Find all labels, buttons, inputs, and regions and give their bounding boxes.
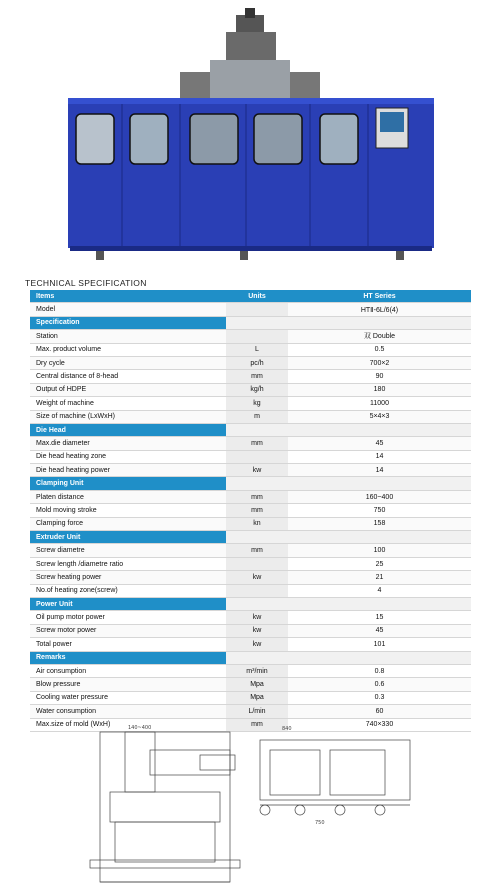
section-header bbox=[30, 423, 471, 436]
item-cell: Screw length /diametre ratio bbox=[30, 557, 226, 570]
table-row bbox=[30, 464, 471, 477]
item-cell: Station bbox=[30, 330, 226, 343]
table-row bbox=[30, 638, 471, 651]
item-cell: Mold moving stroke bbox=[30, 504, 226, 517]
item-cell: Screw motor power bbox=[30, 624, 226, 637]
item-cell: Weight of machine bbox=[30, 397, 226, 410]
value-cell: 11000 bbox=[288, 397, 471, 410]
item-cell: Die head heating zone bbox=[30, 450, 226, 463]
section-label: Clamping Unit bbox=[30, 477, 226, 490]
item-cell: Max. product volume bbox=[30, 343, 226, 356]
unit-cell: mm bbox=[226, 544, 288, 557]
unit-cell: kw bbox=[226, 464, 288, 477]
value-cell: 700×2 bbox=[288, 356, 471, 369]
item-cell: Max.size of mold (WxH) bbox=[30, 718, 226, 731]
value-cell: 4 bbox=[288, 584, 471, 597]
item-cell: Output of HDPE bbox=[30, 383, 226, 396]
value-cell: 160~400 bbox=[288, 490, 471, 503]
spec-title: TECHNICAL SPECIFICATION bbox=[25, 278, 147, 288]
unit-cell: mm bbox=[226, 490, 288, 503]
table-row bbox=[30, 624, 471, 637]
table-row bbox=[30, 678, 471, 691]
dim-label-3: 750 bbox=[315, 820, 325, 826]
table-row bbox=[30, 397, 471, 410]
table-row bbox=[30, 303, 471, 316]
value-cell: 90 bbox=[288, 370, 471, 383]
unit-cell: kg/h bbox=[226, 383, 288, 396]
value-cell: 21 bbox=[288, 571, 471, 584]
table-row bbox=[30, 664, 471, 677]
table-row bbox=[30, 705, 471, 718]
value-cell: HTⅡ-6L/6(4) bbox=[288, 303, 471, 316]
table-row bbox=[30, 584, 471, 597]
item-cell: Dry cycle bbox=[30, 356, 226, 369]
unit-cell: m bbox=[226, 410, 288, 423]
table-row bbox=[30, 557, 471, 570]
value-cell: 101 bbox=[288, 638, 471, 651]
value-cell: 14 bbox=[288, 464, 471, 477]
value-cell: 45 bbox=[288, 437, 471, 450]
item-cell: No.of heating zone(screw) bbox=[30, 584, 226, 597]
unit-cell bbox=[226, 450, 288, 463]
value-cell: 740×330 bbox=[288, 718, 471, 731]
item-cell: Max.die diameter bbox=[30, 437, 226, 450]
item-cell: Central distance of 8-head bbox=[30, 370, 226, 383]
table-row bbox=[30, 450, 471, 463]
table-row bbox=[30, 410, 471, 423]
item-cell: Die head heating power bbox=[30, 464, 226, 477]
section-header bbox=[30, 651, 471, 664]
section-label: Extruder Unit bbox=[30, 531, 226, 544]
unit-cell bbox=[226, 557, 288, 570]
table-row bbox=[30, 544, 471, 557]
table-row bbox=[30, 504, 471, 517]
unit-cell: kw bbox=[226, 571, 288, 584]
item-cell: Screw heating power bbox=[30, 571, 226, 584]
unit-cell: mm bbox=[226, 370, 288, 383]
item-cell: Platen distance bbox=[30, 490, 226, 503]
unit-cell bbox=[226, 330, 288, 343]
table-row bbox=[30, 370, 471, 383]
value-cell: 45 bbox=[288, 624, 471, 637]
value-cell: 60 bbox=[288, 705, 471, 718]
value-cell: 750 bbox=[288, 504, 471, 517]
header-items: Items bbox=[30, 290, 226, 303]
item-cell: Clamping force bbox=[30, 517, 226, 530]
value-cell: 双 Double bbox=[288, 330, 471, 343]
item-cell: Water consumption bbox=[30, 705, 226, 718]
item-cell: Blow pressure bbox=[30, 678, 226, 691]
unit-cell: pc/h bbox=[226, 356, 288, 369]
dim-label-2: 840 bbox=[282, 726, 292, 732]
value-cell: 5×4×3 bbox=[288, 410, 471, 423]
item-cell: Size of machine (LxWxH) bbox=[30, 410, 226, 423]
unit-cell: kg bbox=[226, 397, 288, 410]
value-cell: 0.5 bbox=[288, 343, 471, 356]
unit-cell: mm bbox=[226, 718, 288, 731]
header-series: HT Series bbox=[288, 290, 471, 303]
table-header bbox=[30, 290, 471, 303]
item-cell: Oil pump motor power bbox=[30, 611, 226, 624]
table-row bbox=[30, 383, 471, 396]
unit-cell: Mpa bbox=[226, 678, 288, 691]
value-cell: 0.3 bbox=[288, 691, 471, 704]
value-cell: 100 bbox=[288, 544, 471, 557]
item-cell: Model bbox=[30, 303, 226, 316]
unit-cell: mm bbox=[226, 504, 288, 517]
section-header bbox=[30, 597, 471, 610]
section-label: Die Head bbox=[30, 423, 226, 436]
spec-table bbox=[30, 290, 471, 732]
table-row bbox=[30, 343, 471, 356]
unit-cell: kn bbox=[226, 517, 288, 530]
dim-label-1: 140~400 bbox=[128, 725, 152, 731]
value-cell: 25 bbox=[288, 557, 471, 570]
unit-cell: Mpa bbox=[226, 691, 288, 704]
section-header bbox=[30, 477, 471, 490]
table-row bbox=[30, 437, 471, 450]
unit-cell bbox=[226, 303, 288, 316]
value-cell: 158 bbox=[288, 517, 471, 530]
item-cell: Total power bbox=[30, 638, 226, 651]
table-row bbox=[30, 330, 471, 343]
machine-photo bbox=[0, 0, 500, 270]
table-row bbox=[30, 490, 471, 503]
section-label: Specification bbox=[30, 316, 226, 329]
table-row bbox=[30, 571, 471, 584]
unit-cell: kw bbox=[226, 624, 288, 637]
item-cell: Screw diametre bbox=[30, 544, 226, 557]
unit-cell: L bbox=[226, 343, 288, 356]
section-label: Remarks bbox=[30, 651, 226, 664]
unit-cell bbox=[226, 584, 288, 597]
technical-drawing bbox=[0, 720, 500, 896]
table-row bbox=[30, 691, 471, 704]
section-header bbox=[30, 531, 471, 544]
unit-cell: mm bbox=[226, 437, 288, 450]
value-cell: 14 bbox=[288, 450, 471, 463]
unit-cell: kw bbox=[226, 638, 288, 651]
item-cell: Cooling water pressure bbox=[30, 691, 226, 704]
unit-cell: m³/min bbox=[226, 664, 288, 677]
unit-cell: L/min bbox=[226, 705, 288, 718]
unit-cell: kw bbox=[226, 611, 288, 624]
table-row bbox=[30, 356, 471, 369]
item-cell: Air consumption bbox=[30, 664, 226, 677]
header-units: Units bbox=[226, 290, 288, 303]
value-cell: 0.8 bbox=[288, 664, 471, 677]
section-label: Power Unit bbox=[30, 597, 226, 610]
value-cell: 180 bbox=[288, 383, 471, 396]
value-cell: 15 bbox=[288, 611, 471, 624]
value-cell: 0.6 bbox=[288, 678, 471, 691]
table-row bbox=[30, 517, 471, 530]
section-header bbox=[30, 316, 471, 329]
table-row bbox=[30, 611, 471, 624]
